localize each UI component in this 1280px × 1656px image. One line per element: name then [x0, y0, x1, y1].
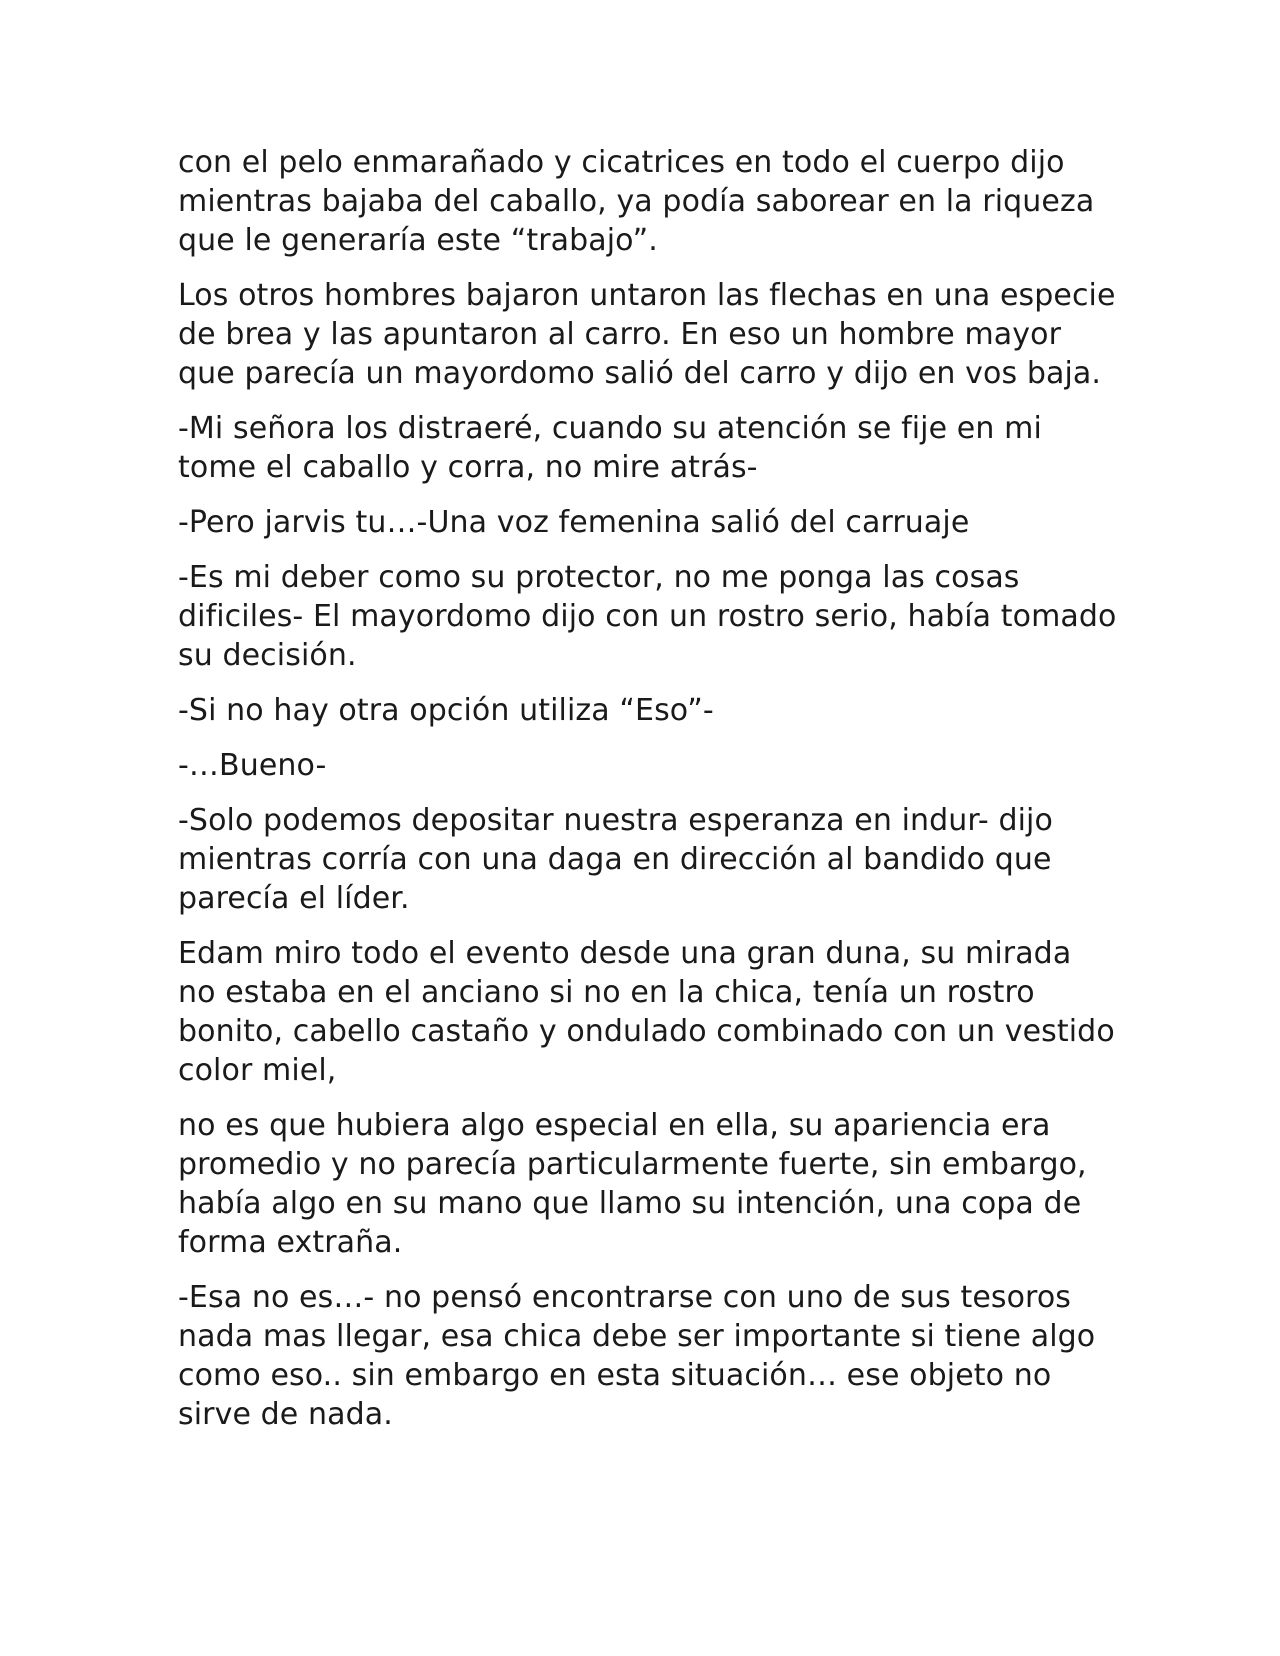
- paragraph: -Mi señora los distraeré, cuando su atención se fije en mi tome el caballo y corra, no mire atrás-: [178, 411, 1042, 485]
- paragraph: -Solo podemos depositar nuestra esperanza en indur- dijo mientras corría con una daga en dirección al bandido que parecía el líder.: [178, 803, 1053, 916]
- paragraph: -Es mi deber como su protector, no me ponga las cosas dificiles- El mayordomo dijo con un rostro serio, había tomado su decisión.: [178, 560, 1117, 673]
- paragraph: no es que hubiera algo especial en ella, su apariencia era promedio y no parecía particularmente fuerte, sin embargo, había algo en su mano que llamo su intención, una copa de forma extraña.: [178, 1108, 1087, 1260]
- paragraph: -Pero jarvis tu…-Una voz femenina salió del carruaje: [178, 505, 970, 540]
- paragraph: Edam miro todo el evento desde una gran duna, su mirada no estaba en el anciano si no en la chica, tenía un rostro bonito, cabello castaño y ondulado combinado con un vestido color miel,: [178, 936, 1115, 1088]
- document-body: [178, 143, 1118, 1450]
- paragraph: -…Bueno-: [178, 748, 327, 783]
- paragraph: -Si no hay otra opción utiliza “Eso”-: [178, 693, 714, 728]
- paragraph: -Esa no es…- no pensó encontrarse con uno de sus tesoros nada mas llegar, esa chica debe ser importante si tiene algo como eso.. sin embargo en esta situación… ese objeto no sirve de nada.: [178, 1280, 1096, 1432]
- paragraph: Los otros hombres bajaron untaron las flechas en una especie de brea y las apuntaron al carro. En eso un hombre mayor que parecía un mayordomo salió del carro y dijo en vos baja.: [178, 278, 1116, 391]
- paragraph: con el pelo enmarañado y cicatrices en todo el cuerpo dijo mientras bajaba del caballo, ya podía saborear en la riqueza que le generaría este “trabajo”.: [178, 145, 1095, 258]
